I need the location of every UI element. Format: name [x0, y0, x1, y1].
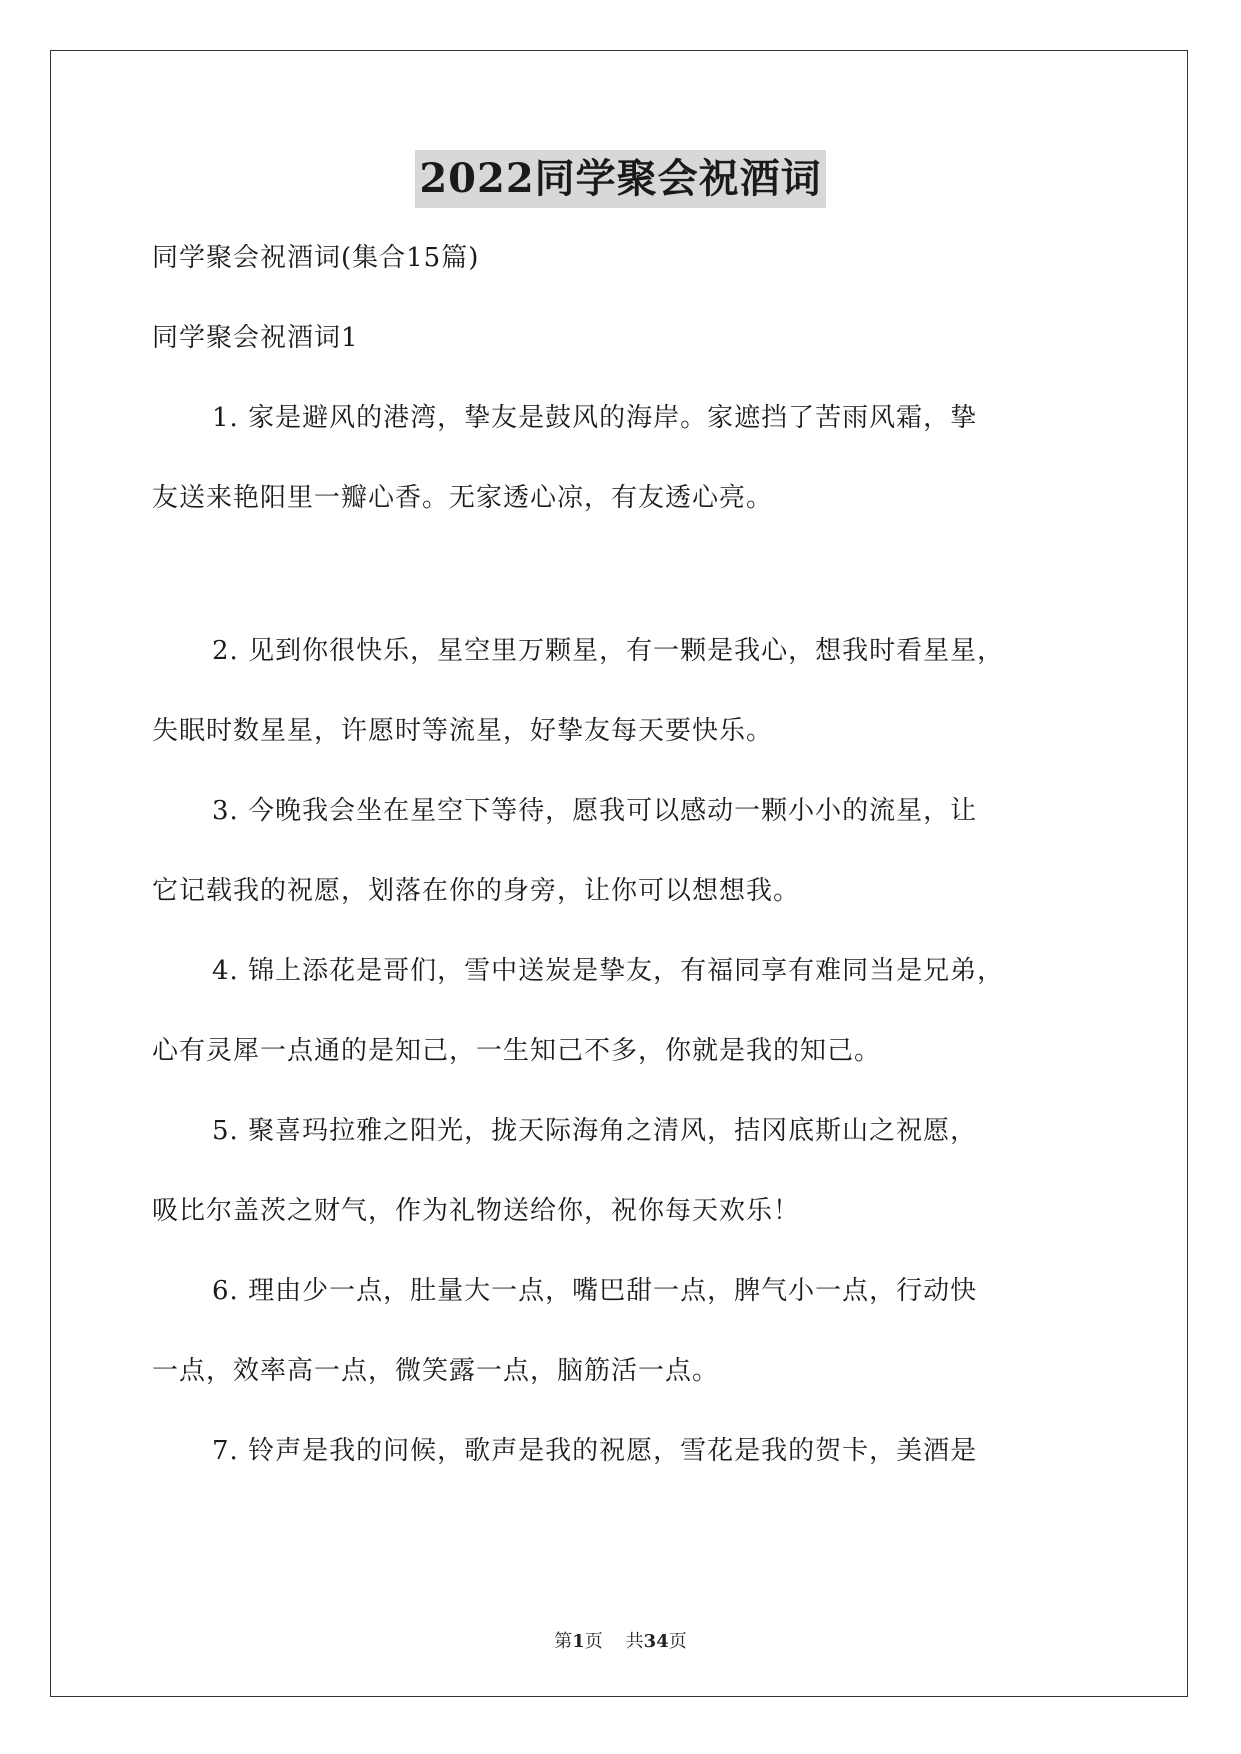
paragraph-line: 心有灵犀一点通的是知己，一生知己不多，你就是我的知己。 — [152, 1036, 882, 1066]
document-body — [152, 235, 1092, 1508]
paragraph-line: 一点，效率高一点，微笑露一点，脑筋活一点。 — [152, 1356, 720, 1386]
footer-total-unit: 页 — [668, 1631, 687, 1652]
section-heading: 同学聚会祝酒词1 — [152, 323, 359, 353]
paragraph-4 — [152, 948, 1092, 1108]
paragraph-gap — [152, 555, 1092, 628]
paragraph-line: 3. 今晚我会坐在星空下等待，愿我可以感动一颗小小的流星，让 — [212, 796, 978, 826]
paragraph-2 — [152, 628, 1092, 788]
footer-prefix: 第 — [554, 1631, 573, 1652]
paragraph-line: 吸比尔盖茨之财气，作为礼物送给你，祝你每天欢乐！ — [152, 1196, 801, 1226]
document-subtitle: 同学聚会祝酒词(集合15篇) — [152, 243, 480, 273]
document-title-text: 2022同学聚会祝酒词 — [415, 150, 825, 208]
paragraph-5 — [152, 1108, 1092, 1268]
paragraph-6 — [152, 1268, 1092, 1428]
paragraph-3 — [152, 788, 1092, 948]
paragraph-1 — [152, 395, 1092, 555]
document-title — [0, 150, 1241, 208]
paragraph-line: 2. 见到你很快乐，星空里万颗星，有一颗是我心，想我时看星星， — [212, 636, 1005, 666]
footer-total-prefix: 共 — [625, 1631, 644, 1652]
paragraph-7 — [152, 1428, 1092, 1508]
paragraph-line: 友送来艳阳里一瓣心香。无家透心凉，有友透心亮。 — [152, 483, 774, 513]
paragraph-line: 1. 家是避风的港湾，挚友是鼓风的海岸。家遮挡了苦雨风霜，挚 — [212, 403, 978, 433]
footer-page-number: 1 — [572, 1631, 585, 1652]
paragraph-line: 4. 锦上添花是哥们，雪中送炭是挚友，有福同享有难同当是兄弟， — [212, 956, 1005, 986]
footer-total-pages: 34 — [643, 1631, 669, 1652]
page-footer — [0, 1627, 1241, 1653]
paragraph-line: 7. 铃声是我的问候，歌声是我的祝愿，雪花是我的贺卡，美酒是 — [212, 1436, 978, 1466]
paragraph-line: 6. 理由少一点，肚量大一点，嘴巴甜一点，脾气小一点，行动快 — [212, 1276, 978, 1306]
paragraph-line: 它记载我的祝愿，划落在你的身旁，让你可以想想我。 — [152, 876, 801, 906]
footer-page-unit: 页 — [584, 1631, 603, 1652]
paragraph-line: 5. 聚喜玛拉雅之阳光，拢天际海角之清风，拮冈底斯山之祝愿， — [212, 1116, 978, 1146]
paragraph-line: 失眠时数星星，许愿时等流星，好挚友每天要快乐。 — [152, 716, 774, 746]
